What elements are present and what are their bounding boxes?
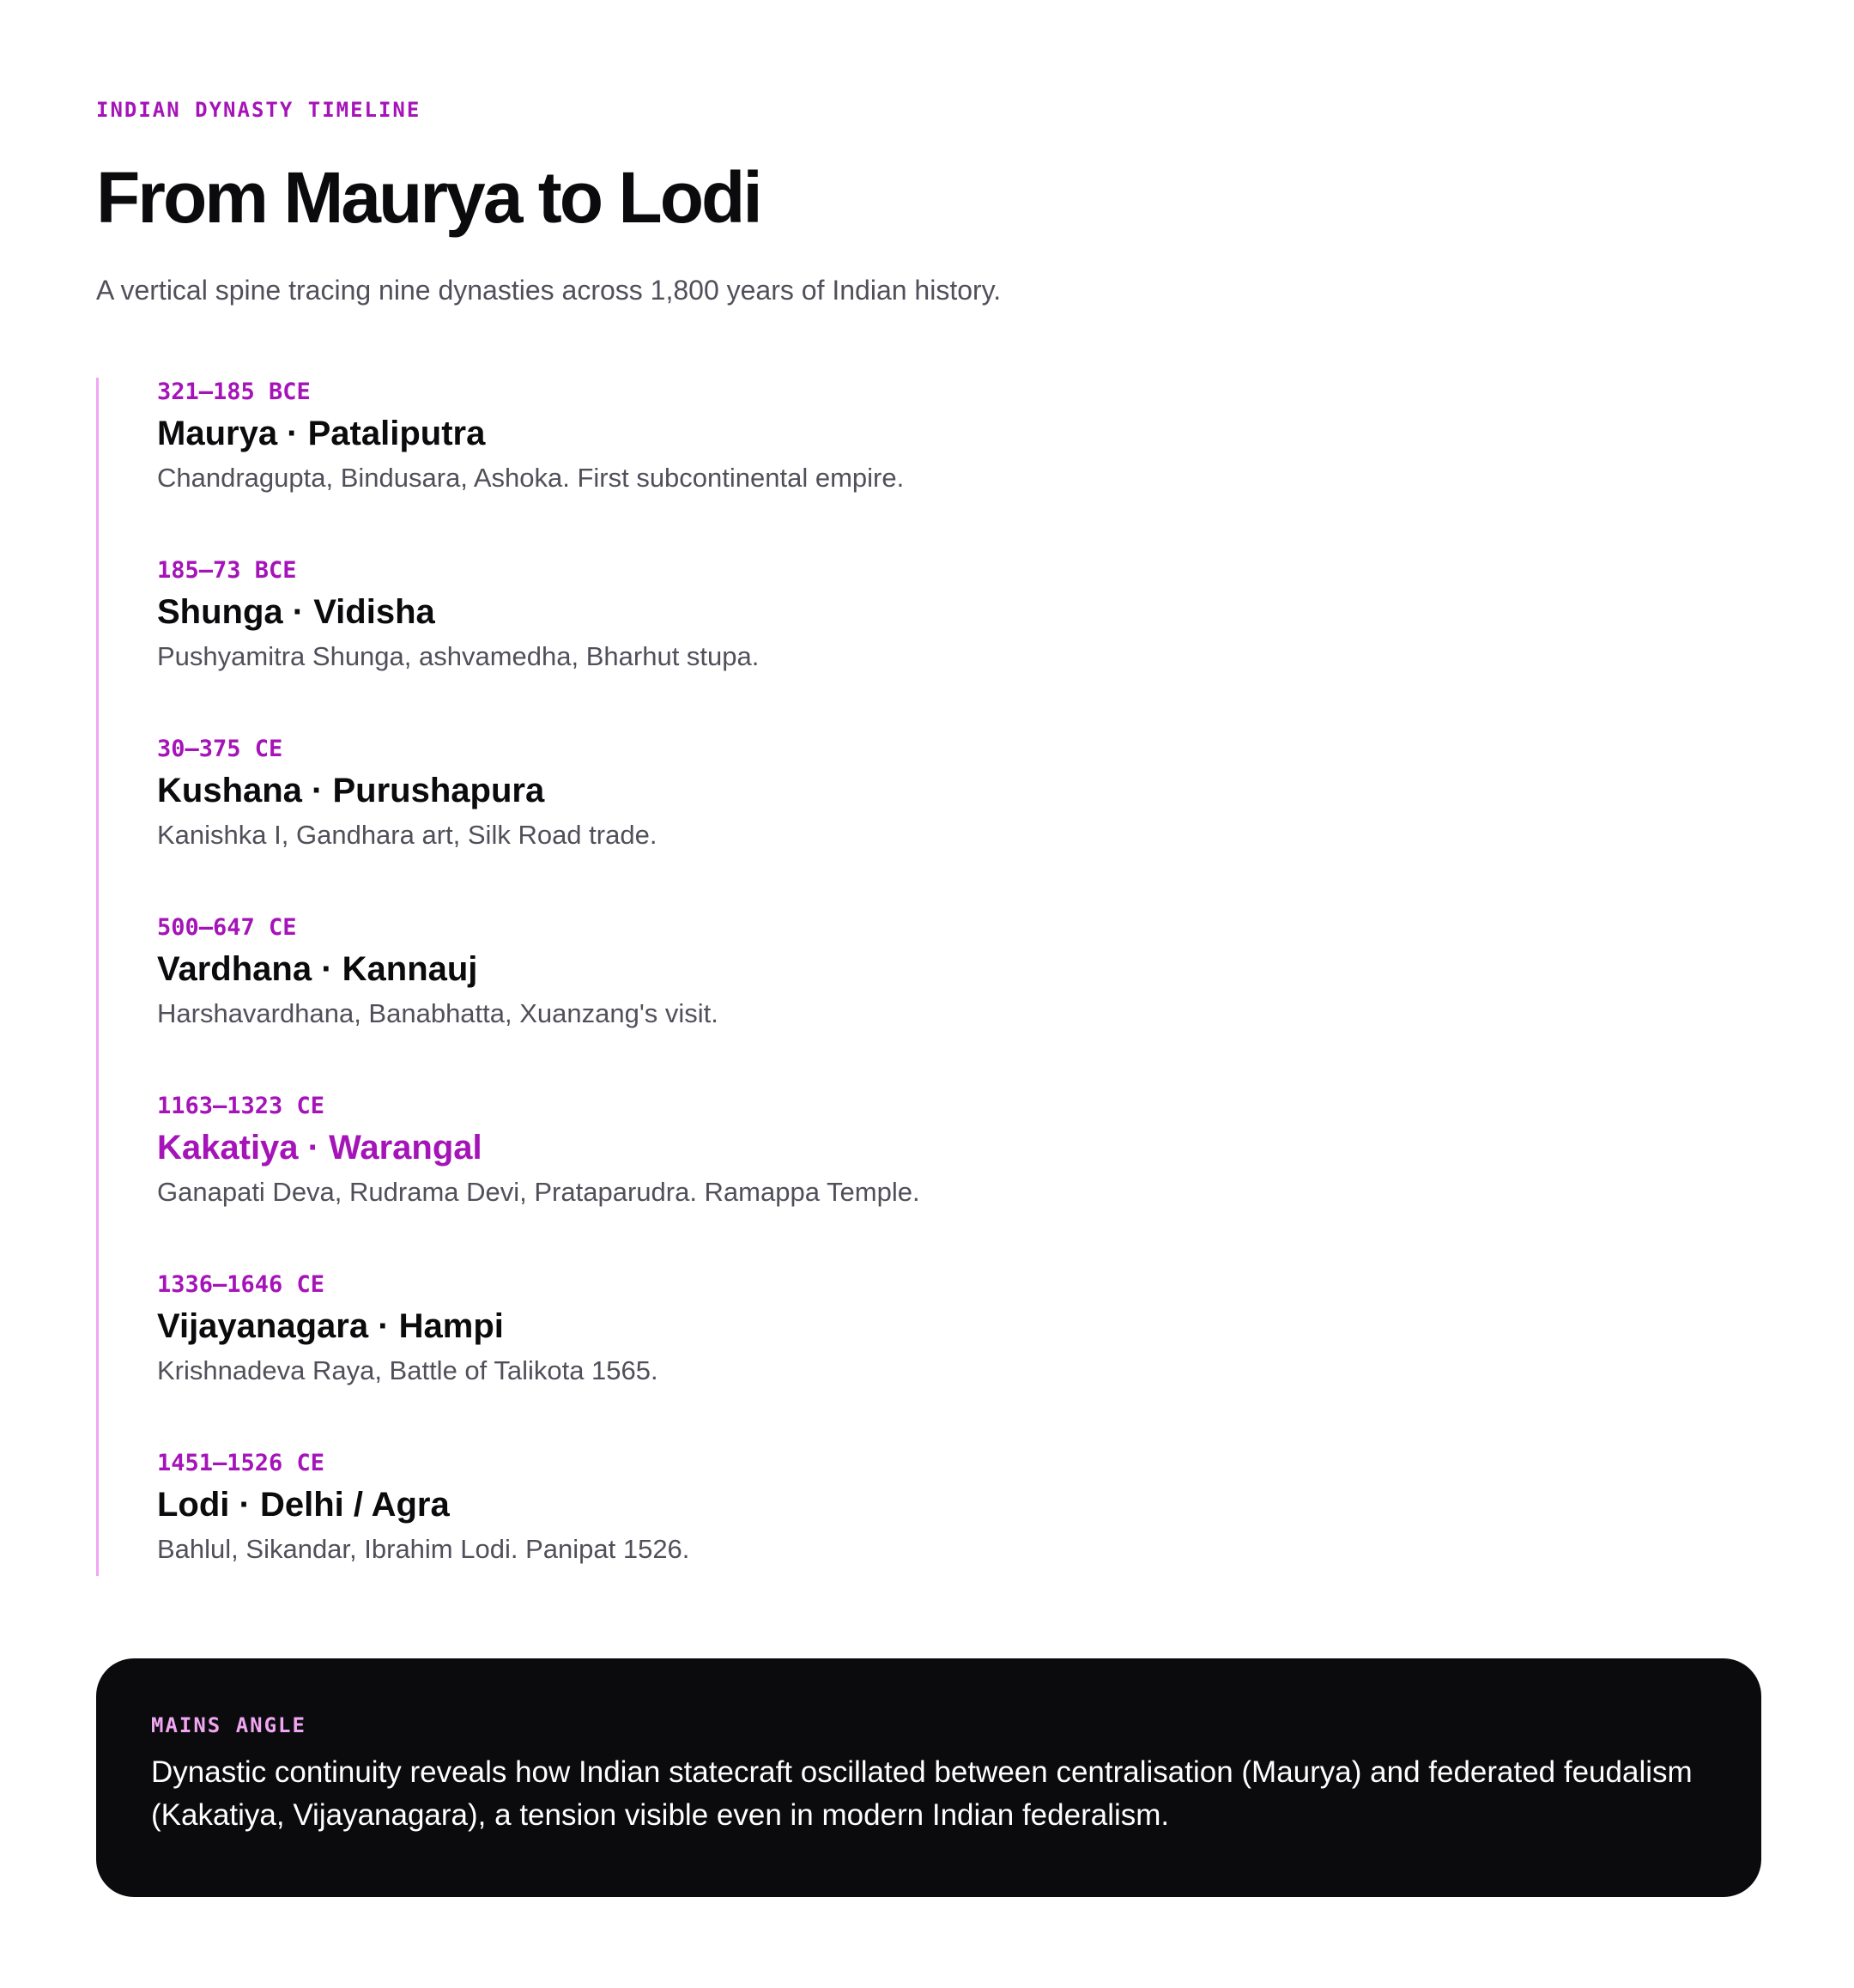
timeline-entry-kushana [157, 735, 1530, 853]
entry-description: Harshavardhana, Banabhatta, Xuanzang's visit. [157, 998, 718, 1028]
page-subtitle: A vertical spine tracing nine dynasties across 1,800 years of Indian history. [96, 275, 1002, 306]
entry-name: Vardhana · Kannauj [157, 950, 478, 988]
entry-date: 1336–1646 CE [157, 1271, 325, 1298]
timeline-entry-shunga [157, 556, 1530, 675]
timeline-entry-vardhana [157, 913, 1530, 1032]
entry-name: Lodi · Delhi / Agra [157, 1486, 450, 1524]
eyebrow-label: INDIAN DYNASTY TIMELINE [96, 98, 421, 122]
entry-name-highlighted: Kakatiya · Warangal [157, 1129, 482, 1167]
entry-description: Bahlul, Sikandar, Ibrahim Lodi. Panipat 1526. [157, 1534, 690, 1564]
timeline-entry-lodi [157, 1449, 1530, 1567]
entry-description: Chandragupta, Bindusara, Ashoka. First subcontinental empire. [157, 463, 905, 493]
entry-date: 1163–1323 CE [157, 1093, 325, 1119]
entry-name: Vijayanagara · Hampi [157, 1307, 504, 1345]
entry-date: 185–73 BCE [157, 557, 297, 584]
timeline-entry-maurya [157, 378, 1530, 496]
timeline-entry-kakatiya [157, 1092, 1530, 1210]
entry-description: Ganapati Deva, Rudrama Devi, Prataparudra. Ramappa Temple. [157, 1177, 920, 1207]
page-title: From Maurya to Lodi [96, 157, 760, 238]
entry-date: 500–647 CE [157, 914, 297, 941]
timeline-entry-vijayanagara [157, 1270, 1530, 1389]
entry-date: 1451–1526 CE [157, 1450, 325, 1476]
entry-date: 30–375 CE [157, 736, 283, 762]
callout-label: MAINS ANGLE [151, 1713, 306, 1737]
timeline-spine [96, 378, 1558, 1576]
entry-name: Shunga · Vidisha [157, 593, 435, 631]
entry-name: Maurya · Pataliputra [157, 415, 486, 452]
mains-angle-callout [96, 1658, 1761, 1897]
entry-name: Kushana · Purushapura [157, 772, 545, 809]
entry-description: Kanishka I, Gandhara art, Silk Road trade. [157, 820, 657, 850]
entry-description: Krishnadeva Raya, Battle of Talikota 1565. [157, 1355, 658, 1385]
entry-date: 321–185 BCE [157, 379, 311, 405]
entry-description: Pushyamitra Shunga, ashvamedha, Bharhut stupa. [157, 641, 760, 671]
callout-text: Dynastic continuity reveals how Indian statecraft oscillated between centralisation (Maurya) and federated feudalism (Kakatiya, Vijayanagara), a tension visible even in modern Indian federalism. [151, 1755, 1693, 1832]
